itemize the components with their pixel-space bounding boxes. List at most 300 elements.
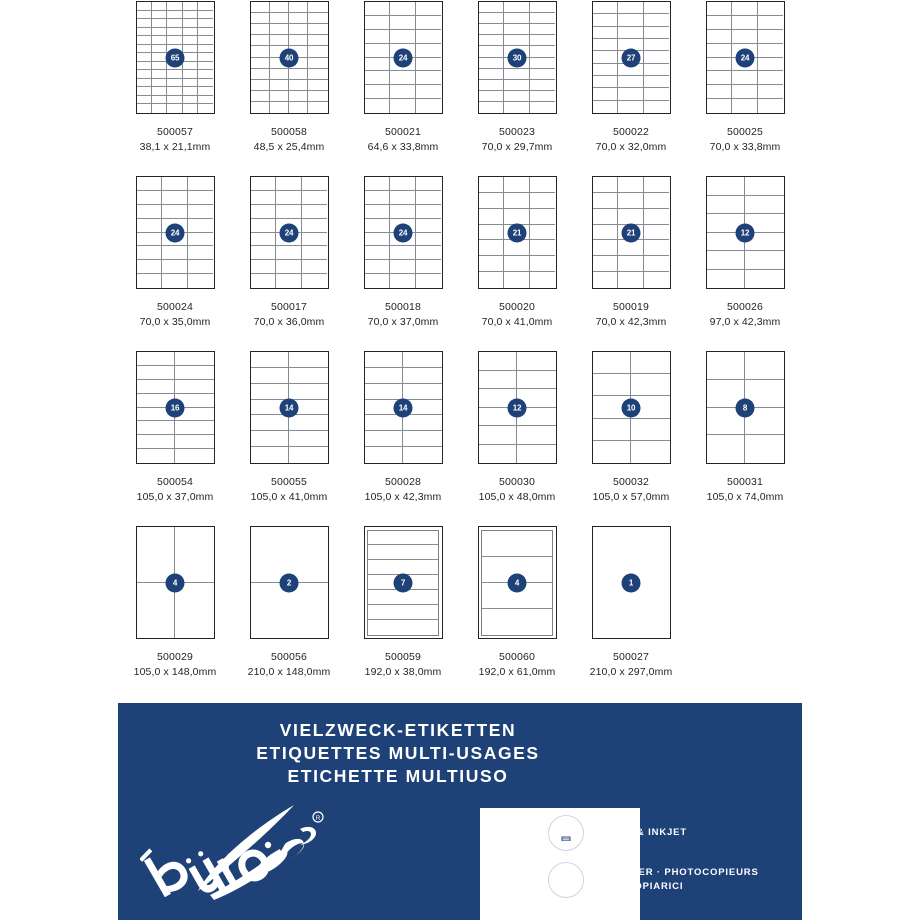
label-cell xyxy=(416,191,442,205)
label-cell xyxy=(530,58,556,69)
label-cell xyxy=(251,352,290,368)
label-cell xyxy=(593,39,619,51)
label-cell xyxy=(137,260,163,274)
article-number: 500024 xyxy=(157,301,193,313)
label-cell xyxy=(482,609,552,635)
label-cell xyxy=(368,531,438,546)
label-cell xyxy=(644,27,670,39)
label-cell xyxy=(707,435,746,463)
label-cell xyxy=(593,27,619,39)
label-cell xyxy=(479,371,518,390)
sheet-outline xyxy=(250,1,329,114)
label-cell xyxy=(183,79,198,88)
label-cell xyxy=(302,177,328,191)
label-cell xyxy=(390,274,416,288)
label-cell xyxy=(251,415,290,431)
sheet-outline xyxy=(250,176,329,289)
label-cell xyxy=(644,193,670,209)
labels-per-sheet-badge: 27 xyxy=(622,48,641,67)
label-cell xyxy=(504,177,530,193)
label-cell xyxy=(530,256,556,272)
label-cell xyxy=(289,384,328,400)
label-dimensions: 70,0 x 29,7mm xyxy=(481,141,553,153)
label-cell xyxy=(618,256,644,272)
article-number: 500026 xyxy=(727,301,763,313)
label-sheet-preview xyxy=(590,0,673,115)
label-cell xyxy=(618,27,644,39)
label-cell xyxy=(479,193,505,209)
article-number: 500017 xyxy=(271,301,307,313)
label-cell xyxy=(308,91,327,102)
catalog-item[interactable] xyxy=(346,0,460,153)
label-cell xyxy=(198,87,213,96)
label-cell xyxy=(530,13,556,24)
label-cell xyxy=(479,80,505,91)
catalog-item[interactable] xyxy=(688,0,802,153)
label-cell xyxy=(707,99,733,113)
label-cell xyxy=(276,246,302,260)
label-cell xyxy=(479,35,505,46)
label-cell xyxy=(302,274,328,288)
label-cell xyxy=(198,96,213,105)
label-cell xyxy=(365,30,391,44)
catalog-item[interactable] xyxy=(232,350,346,503)
label-dimensions: 70,0 x 41,0mm xyxy=(481,316,553,328)
label-cell xyxy=(251,2,270,13)
sheet-outline xyxy=(250,526,329,639)
label-cell xyxy=(618,193,644,209)
label-cell xyxy=(152,62,167,71)
label-cell xyxy=(365,260,391,274)
sheet-outline xyxy=(364,1,443,114)
label-cell xyxy=(365,44,391,58)
article-number: 500019 xyxy=(613,301,649,313)
catalog-item[interactable] xyxy=(460,0,574,153)
label-cell xyxy=(251,24,270,35)
label-cell xyxy=(183,2,198,11)
label-cell xyxy=(530,2,556,13)
article-number: 500023 xyxy=(499,126,535,138)
label-cell xyxy=(183,28,198,37)
label-cell xyxy=(416,233,442,247)
labels-per-sheet-badge: 24 xyxy=(394,48,413,67)
label-cell xyxy=(270,35,289,46)
label-cell xyxy=(162,260,188,274)
label-cell xyxy=(183,87,198,96)
article-number: 500027 xyxy=(613,651,649,663)
label-cell xyxy=(175,421,214,435)
label-cell xyxy=(270,2,289,13)
label-cell xyxy=(365,431,404,447)
label-cell xyxy=(504,240,530,256)
label-cell xyxy=(365,205,391,219)
label-cell xyxy=(758,71,784,85)
label-cell xyxy=(162,246,188,260)
label-cell xyxy=(368,605,438,620)
label-cell xyxy=(308,69,327,80)
label-cell xyxy=(188,233,214,247)
label-cell xyxy=(137,53,152,62)
label-cell xyxy=(530,102,556,113)
label-cell xyxy=(167,19,182,28)
svg-text:R: R xyxy=(315,816,321,822)
label-cell xyxy=(289,69,308,80)
label-cell xyxy=(707,352,746,380)
label-cell xyxy=(517,426,556,445)
label-cell xyxy=(530,209,556,225)
label-cell xyxy=(631,374,670,396)
feature-line: LASER & INKJET xyxy=(597,827,688,838)
label-cell xyxy=(183,45,198,54)
label-cell xyxy=(403,384,442,400)
label-dimensions: 105,0 x 48,0mm xyxy=(478,491,556,503)
label-cell xyxy=(137,219,163,233)
label-cell xyxy=(644,240,670,256)
catalog-item[interactable] xyxy=(688,175,802,328)
sheet-outline xyxy=(364,176,443,289)
label-cell xyxy=(175,583,214,639)
label-sheet-preview xyxy=(476,350,559,465)
label-cell xyxy=(251,260,277,274)
label-cell xyxy=(593,51,619,63)
labels-per-sheet-badge: 4 xyxy=(508,573,527,592)
label-cell xyxy=(631,441,670,463)
labels-per-sheet-badge: 1 xyxy=(622,573,641,592)
label-cell xyxy=(732,30,758,44)
sheet-outline xyxy=(592,176,671,289)
label-dimensions: 70,0 x 32,0mm xyxy=(595,141,667,153)
label-cell xyxy=(198,19,213,28)
label-cell xyxy=(188,177,214,191)
label-cell xyxy=(365,246,391,260)
label-cell xyxy=(308,80,327,91)
label-cell xyxy=(137,28,152,37)
labels-per-sheet-badge: 16 xyxy=(166,398,185,417)
catalog-item[interactable] xyxy=(346,350,460,503)
label-cell xyxy=(707,16,733,30)
label-cell xyxy=(167,96,182,105)
label-sheet-preview xyxy=(362,175,445,290)
label-cell xyxy=(504,13,530,24)
label-cell xyxy=(479,13,505,24)
catalog-item[interactable] xyxy=(232,525,346,678)
label-cell xyxy=(593,352,632,374)
label-cell xyxy=(175,380,214,394)
catalog-item[interactable] xyxy=(118,175,232,328)
catalog-item[interactable] xyxy=(118,525,232,678)
label-cell xyxy=(365,352,404,368)
sheet-outline xyxy=(364,351,443,464)
label-cell xyxy=(390,99,416,113)
label-cell xyxy=(530,24,556,35)
catalog-item[interactable] xyxy=(574,0,688,153)
label-cell xyxy=(593,441,632,463)
label-sheet-preview xyxy=(476,175,559,290)
label-cell xyxy=(644,88,670,100)
article-number: 500030 xyxy=(499,476,535,488)
label-cell xyxy=(289,80,308,91)
label-cell xyxy=(390,85,416,99)
article-number: 500025 xyxy=(727,126,763,138)
label-cell xyxy=(504,24,530,35)
label-cell xyxy=(198,28,213,37)
label-cell xyxy=(183,53,198,62)
label-cell xyxy=(198,70,213,79)
labels-per-sheet-badge: 14 xyxy=(394,398,413,417)
labels-per-sheet-badge: 2 xyxy=(280,573,299,592)
label-cell xyxy=(137,205,163,219)
label-dimensions: 70,0 x 35,0mm xyxy=(139,316,211,328)
label-cell xyxy=(644,76,670,88)
catalog-item[interactable] xyxy=(232,0,346,153)
label-cell xyxy=(270,102,289,113)
label-cell xyxy=(593,272,619,288)
label-cell xyxy=(593,240,619,256)
catalog-item[interactable] xyxy=(346,175,460,328)
label-cell xyxy=(137,274,163,288)
label-cell xyxy=(593,64,619,76)
label-dimensions: 70,0 x 42,3mm xyxy=(595,316,667,328)
label-cell xyxy=(152,2,167,11)
label-sheet-preview xyxy=(590,350,673,465)
catalog-item[interactable] xyxy=(574,525,688,678)
label-cell xyxy=(276,274,302,288)
label-cell xyxy=(162,205,188,219)
label-cell xyxy=(390,30,416,44)
label-cell xyxy=(707,270,746,289)
label-cell xyxy=(479,272,505,288)
label-sheet-preview xyxy=(704,350,787,465)
label-cell xyxy=(251,219,277,233)
label-cell xyxy=(137,380,176,394)
label-cell xyxy=(365,274,391,288)
sheet-outline xyxy=(478,1,557,114)
label-cell xyxy=(167,2,182,11)
printer-icon xyxy=(548,815,584,851)
label-cell xyxy=(167,70,182,79)
label-cell xyxy=(302,260,328,274)
label-cell xyxy=(618,88,644,100)
label-cell xyxy=(137,87,152,96)
sheet-outline xyxy=(136,1,215,114)
label-cell xyxy=(137,177,163,191)
label-cell xyxy=(530,91,556,102)
label-cell xyxy=(175,352,214,366)
feature-laser-label xyxy=(597,826,687,840)
label-cell xyxy=(530,46,556,57)
label-cell xyxy=(137,79,152,88)
label-cell xyxy=(302,191,328,205)
label-cell xyxy=(504,2,530,13)
catalog-item[interactable] xyxy=(460,175,574,328)
label-cell xyxy=(644,101,670,113)
label-dimensions: 192,0 x 38,0mm xyxy=(364,666,442,678)
catalog-item[interactable] xyxy=(346,525,460,678)
label-cell xyxy=(644,209,670,225)
label-cell xyxy=(175,449,214,463)
label-cell xyxy=(479,445,518,464)
label-cell xyxy=(707,30,733,44)
label-cell xyxy=(504,256,530,272)
label-cell xyxy=(390,191,416,205)
label-cell xyxy=(745,352,784,380)
feature-line: KOPIERER · PHOTOCOPIEURS xyxy=(597,867,759,878)
label-cell xyxy=(368,620,438,635)
label-cell xyxy=(308,24,327,35)
label-cell xyxy=(251,384,290,400)
labels-per-sheet-badge: 7 xyxy=(394,573,413,592)
label-cell xyxy=(251,447,290,463)
label-cell xyxy=(152,45,167,54)
article-number: 500022 xyxy=(613,126,649,138)
label-cell xyxy=(416,16,442,30)
label-cell xyxy=(198,53,213,62)
label-cell xyxy=(593,14,619,26)
sheet-outline xyxy=(136,351,215,464)
label-cell xyxy=(270,13,289,24)
label-cell xyxy=(276,177,302,191)
label-dimensions: 38,1 x 21,1mm xyxy=(139,141,211,153)
label-cell xyxy=(289,13,308,24)
sheet-outline xyxy=(136,526,215,639)
label-cell xyxy=(631,352,670,374)
label-sheet-preview xyxy=(362,525,445,640)
label-cell xyxy=(479,102,505,113)
sheet-outline xyxy=(136,176,215,289)
label-cell xyxy=(416,205,442,219)
sheet-outline xyxy=(592,1,671,114)
label-cell xyxy=(707,177,746,196)
label-cell xyxy=(289,91,308,102)
label-cell xyxy=(618,76,644,88)
footer-title-fr: ETIQUETTES MULTI-USAGES xyxy=(256,743,540,763)
label-cell xyxy=(137,366,176,380)
label-cell xyxy=(137,11,152,20)
label-cell xyxy=(416,260,442,274)
labels-per-sheet-badge: 12 xyxy=(508,398,527,417)
catalog-item[interactable] xyxy=(118,0,232,153)
catalog-item[interactable] xyxy=(460,525,574,678)
catalog-item[interactable] xyxy=(688,350,802,503)
label-cell xyxy=(504,80,530,91)
label-cell xyxy=(644,14,670,26)
label-cell xyxy=(618,2,644,14)
labels-per-sheet-badge: 10 xyxy=(622,398,641,417)
label-cell xyxy=(188,219,214,233)
labels-per-sheet-badge: 8 xyxy=(736,398,755,417)
label-cell xyxy=(188,191,214,205)
label-cell xyxy=(198,45,213,54)
label-cell xyxy=(593,76,619,88)
label-dimensions: 210,0 x 297,0mm xyxy=(589,666,673,678)
article-number: 500021 xyxy=(385,126,421,138)
label-cell xyxy=(593,193,619,209)
label-cell xyxy=(732,85,758,99)
label-cell xyxy=(593,225,619,241)
footer-titles xyxy=(118,719,678,788)
label-cell xyxy=(745,196,784,215)
label-cell xyxy=(137,45,152,54)
label-cell xyxy=(732,2,758,16)
label-cell xyxy=(479,240,505,256)
footer-title-de: VIELZWECK-ETIKETTEN xyxy=(279,720,517,740)
label-cell xyxy=(198,104,213,113)
label-cell xyxy=(270,24,289,35)
catalog-item[interactable] xyxy=(574,175,688,328)
label-cell xyxy=(152,79,167,88)
article-number: 500060 xyxy=(499,651,535,663)
label-sheet-preview xyxy=(248,175,331,290)
label-cell xyxy=(416,219,442,233)
label-cell xyxy=(308,46,327,57)
label-dimensions: 105,0 x 74,0mm xyxy=(706,491,784,503)
label-cell xyxy=(152,11,167,20)
label-cell xyxy=(365,177,391,191)
label-cell xyxy=(707,196,746,215)
label-sheet-preview xyxy=(590,525,673,640)
label-cell xyxy=(137,191,163,205)
label-cell xyxy=(188,246,214,260)
label-cell xyxy=(289,368,328,384)
label-cell xyxy=(308,102,327,113)
label-dimensions: 48,5 x 25,4mm xyxy=(253,141,325,153)
label-cell xyxy=(593,209,619,225)
label-cell xyxy=(152,104,167,113)
label-cell xyxy=(137,36,152,45)
label-cell xyxy=(479,209,505,225)
label-cell xyxy=(365,16,391,30)
label-cell xyxy=(289,447,328,463)
label-cell xyxy=(251,177,277,191)
label-cell xyxy=(137,19,152,28)
label-cell xyxy=(365,219,391,233)
catalog-item[interactable] xyxy=(232,175,346,328)
label-cell xyxy=(593,177,619,193)
label-cell xyxy=(137,435,176,449)
copier-icon xyxy=(548,862,584,898)
label-dimensions: 105,0 x 37,0mm xyxy=(136,491,214,503)
label-cell xyxy=(644,51,670,63)
label-cell xyxy=(758,30,784,44)
article-number: 500055 xyxy=(271,476,307,488)
label-cell xyxy=(365,191,391,205)
label-cell xyxy=(758,99,784,113)
label-cell xyxy=(745,251,784,270)
catalog-row xyxy=(118,525,802,700)
label-sheet-preview xyxy=(134,175,217,290)
label-cell xyxy=(162,274,188,288)
label-cell xyxy=(276,191,302,205)
label-dimensions: 192,0 x 61,0mm xyxy=(478,666,556,678)
label-cell xyxy=(482,531,552,557)
sheet-outline xyxy=(250,351,329,464)
label-cell xyxy=(137,62,152,71)
labels-per-sheet-badge: 24 xyxy=(394,223,413,242)
label-dimensions: 210,0 x 148,0mm xyxy=(247,666,331,678)
catalog-item[interactable] xyxy=(118,350,232,503)
catalog-item[interactable] xyxy=(574,350,688,503)
label-cell xyxy=(251,13,270,24)
label-cell xyxy=(416,58,442,72)
label-cell xyxy=(183,11,198,20)
catalog-item[interactable] xyxy=(460,350,574,503)
label-cell xyxy=(530,177,556,193)
label-cell xyxy=(251,91,270,102)
label-cell xyxy=(530,80,556,91)
label-cell xyxy=(289,431,328,447)
article-number: 500057 xyxy=(157,126,193,138)
label-cell xyxy=(365,85,391,99)
